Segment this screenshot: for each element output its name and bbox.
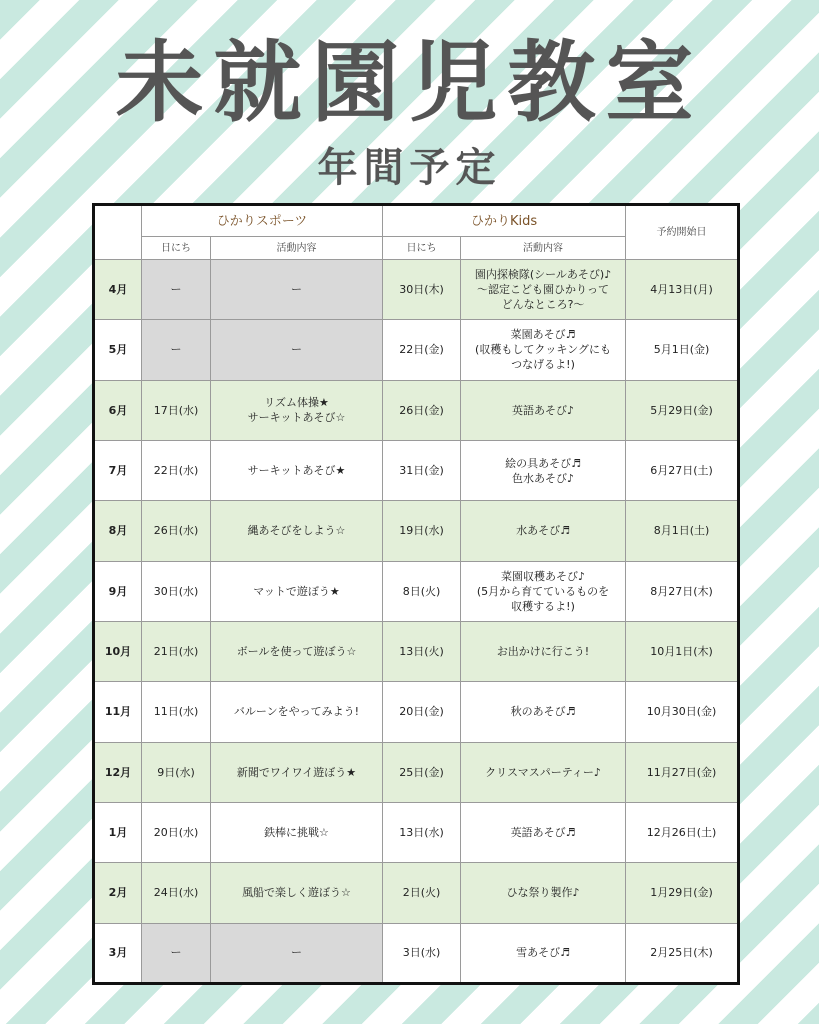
kids-date-cell: 8日(火) — [383, 561, 461, 621]
kids-date-cell: 25日(金) — [383, 742, 461, 802]
month-cell: 8月 — [94, 501, 142, 561]
sports-date-cell: ー — [142, 260, 211, 320]
sports-activity-cell: ー — [211, 320, 383, 380]
kids-activity-cell: クリスマスパーティー♪ — [461, 742, 626, 802]
kids-activity-cell: 水あそび♬ — [461, 501, 626, 561]
table-row — [94, 380, 739, 440]
table-row — [94, 621, 739, 681]
table-row — [94, 742, 739, 802]
table-row — [94, 682, 739, 742]
month-cell: 9月 — [94, 561, 142, 621]
table-row — [94, 260, 739, 320]
kids-activity-cell: 園内探検隊(シールあそび)♪ 〜認定こども園ひかりって どんなところ?〜 — [461, 260, 626, 320]
month-cell: 10月 — [94, 621, 142, 681]
table-row — [94, 501, 739, 561]
reservation-date-cell: 1月29日(金) — [626, 863, 739, 923]
month-cell: 3月 — [94, 923, 142, 983]
month-cell: 2月 — [94, 863, 142, 923]
kids-date-cell: 2日(火) — [383, 863, 461, 923]
sports-date-cell: 17日(水) — [142, 380, 211, 440]
month-cell: 11月 — [94, 682, 142, 742]
table-row — [94, 440, 739, 500]
reservation-date-cell: 10月1日(木) — [626, 621, 739, 681]
header-sports-date: 日にち — [142, 237, 211, 260]
kids-date-cell: 30日(木) — [383, 260, 461, 320]
reservation-date-cell: 10月30日(金) — [626, 682, 739, 742]
sports-date-cell: 11日(水) — [142, 682, 211, 742]
kids-activity-cell: 英語あそび♬ — [461, 802, 626, 862]
sports-activity-cell: ー — [211, 923, 383, 983]
reservation-date-cell: 11月27日(金) — [626, 742, 739, 802]
kids-date-cell: 31日(金) — [383, 440, 461, 500]
sports-activity-cell: 鉄棒に挑戦☆ — [211, 802, 383, 862]
sports-date-cell: 21日(水) — [142, 621, 211, 681]
table-row — [94, 923, 739, 983]
month-cell: 6月 — [94, 380, 142, 440]
table-row — [94, 561, 739, 621]
table-row — [94, 320, 739, 380]
table-row — [94, 863, 739, 923]
page-title: 未就園児教室 — [115, 31, 704, 134]
header-reservation-start: 予約開始日 — [626, 205, 739, 260]
sports-date-cell: 26日(水) — [142, 501, 211, 561]
sports-activity-cell: 縄あそびをしよう☆ — [211, 501, 383, 561]
reservation-date-cell: 5月1日(金) — [626, 320, 739, 380]
kids-activity-cell: お出かけに行こう! — [461, 621, 626, 681]
sports-activity-cell: ボールを使って遊ぼう☆ — [211, 621, 383, 681]
kids-activity-cell: 絵の具あそび♬ 色水あそび♪ — [461, 440, 626, 500]
sports-activity-cell: ー — [211, 260, 383, 320]
kids-date-cell: 13日(火) — [383, 621, 461, 681]
header-kids-activity: 活動内容 — [461, 237, 626, 260]
kids-activity-cell: 菜園収穫あそび♪ (5月から育てているものを 収穫するよ!) — [461, 561, 626, 621]
sports-date-cell: 22日(水) — [142, 440, 211, 500]
sports-date-cell: 20日(水) — [142, 802, 211, 862]
reservation-date-cell: 4月13日(月) — [626, 260, 739, 320]
sports-activity-cell: 新聞でワイワイ遊ぼう★ — [211, 742, 383, 802]
kids-date-cell: 22日(金) — [383, 320, 461, 380]
kids-date-cell: 20日(金) — [383, 682, 461, 742]
kids-activity-cell: 英語あそび♪ — [461, 380, 626, 440]
sports-activity-cell: リズム体操★ サーキットあそび☆ — [211, 380, 383, 440]
sports-activity-cell: バルーンをやってみよう! — [211, 682, 383, 742]
month-cell: 12月 — [94, 742, 142, 802]
kids-activity-cell: ひな祭り製作♪ — [461, 863, 626, 923]
sports-activity-cell: マットで遊ぼう★ — [211, 561, 383, 621]
reservation-date-cell: 5月29日(金) — [626, 380, 739, 440]
header-sports-activity: 活動内容 — [211, 237, 383, 260]
kids-activity-cell: 雪あそび♬ — [461, 923, 626, 983]
page-subtitle: 年間予定 — [317, 145, 502, 191]
schedule-table — [92, 203, 740, 985]
month-cell: 4月 — [94, 260, 142, 320]
kids-date-cell: 3日(水) — [383, 923, 461, 983]
header-hikari-sports: ひかりスポーツ — [142, 205, 383, 237]
header-kids-date: 日にち — [383, 237, 461, 260]
kids-activity-cell: 菜園あそび♬ (収穫もしてクッキングにも つなげるよ!) — [461, 320, 626, 380]
corner-cell — [94, 205, 142, 260]
month-cell: 5月 — [94, 320, 142, 380]
sports-date-cell: ー — [142, 320, 211, 380]
reservation-date-cell: 2月25日(木) — [626, 923, 739, 983]
kids-date-cell: 26日(金) — [383, 380, 461, 440]
reservation-date-cell: 6月27日(土) — [626, 440, 739, 500]
reservation-date-cell: 8月1日(土) — [626, 501, 739, 561]
kids-date-cell: 19日(水) — [383, 501, 461, 561]
month-cell: 1月 — [94, 802, 142, 862]
sports-date-cell: 9日(水) — [142, 742, 211, 802]
reservation-date-cell: 12月26日(土) — [626, 802, 739, 862]
sports-activity-cell: 風船で楽しく遊ぼう☆ — [211, 863, 383, 923]
sports-date-cell: ー — [142, 923, 211, 983]
table-row — [94, 802, 739, 862]
sports-date-cell: 24日(水) — [142, 863, 211, 923]
kids-activity-cell: 秋のあそび♬ — [461, 682, 626, 742]
reservation-date-cell: 8月27日(木) — [626, 561, 739, 621]
sports-date-cell: 30日(水) — [142, 561, 211, 621]
month-cell: 7月 — [94, 440, 142, 500]
sports-activity-cell: サーキットあそび★ — [211, 440, 383, 500]
kids-date-cell: 13日(水) — [383, 802, 461, 862]
header-hikari-kids: ひかりKids — [383, 205, 626, 237]
